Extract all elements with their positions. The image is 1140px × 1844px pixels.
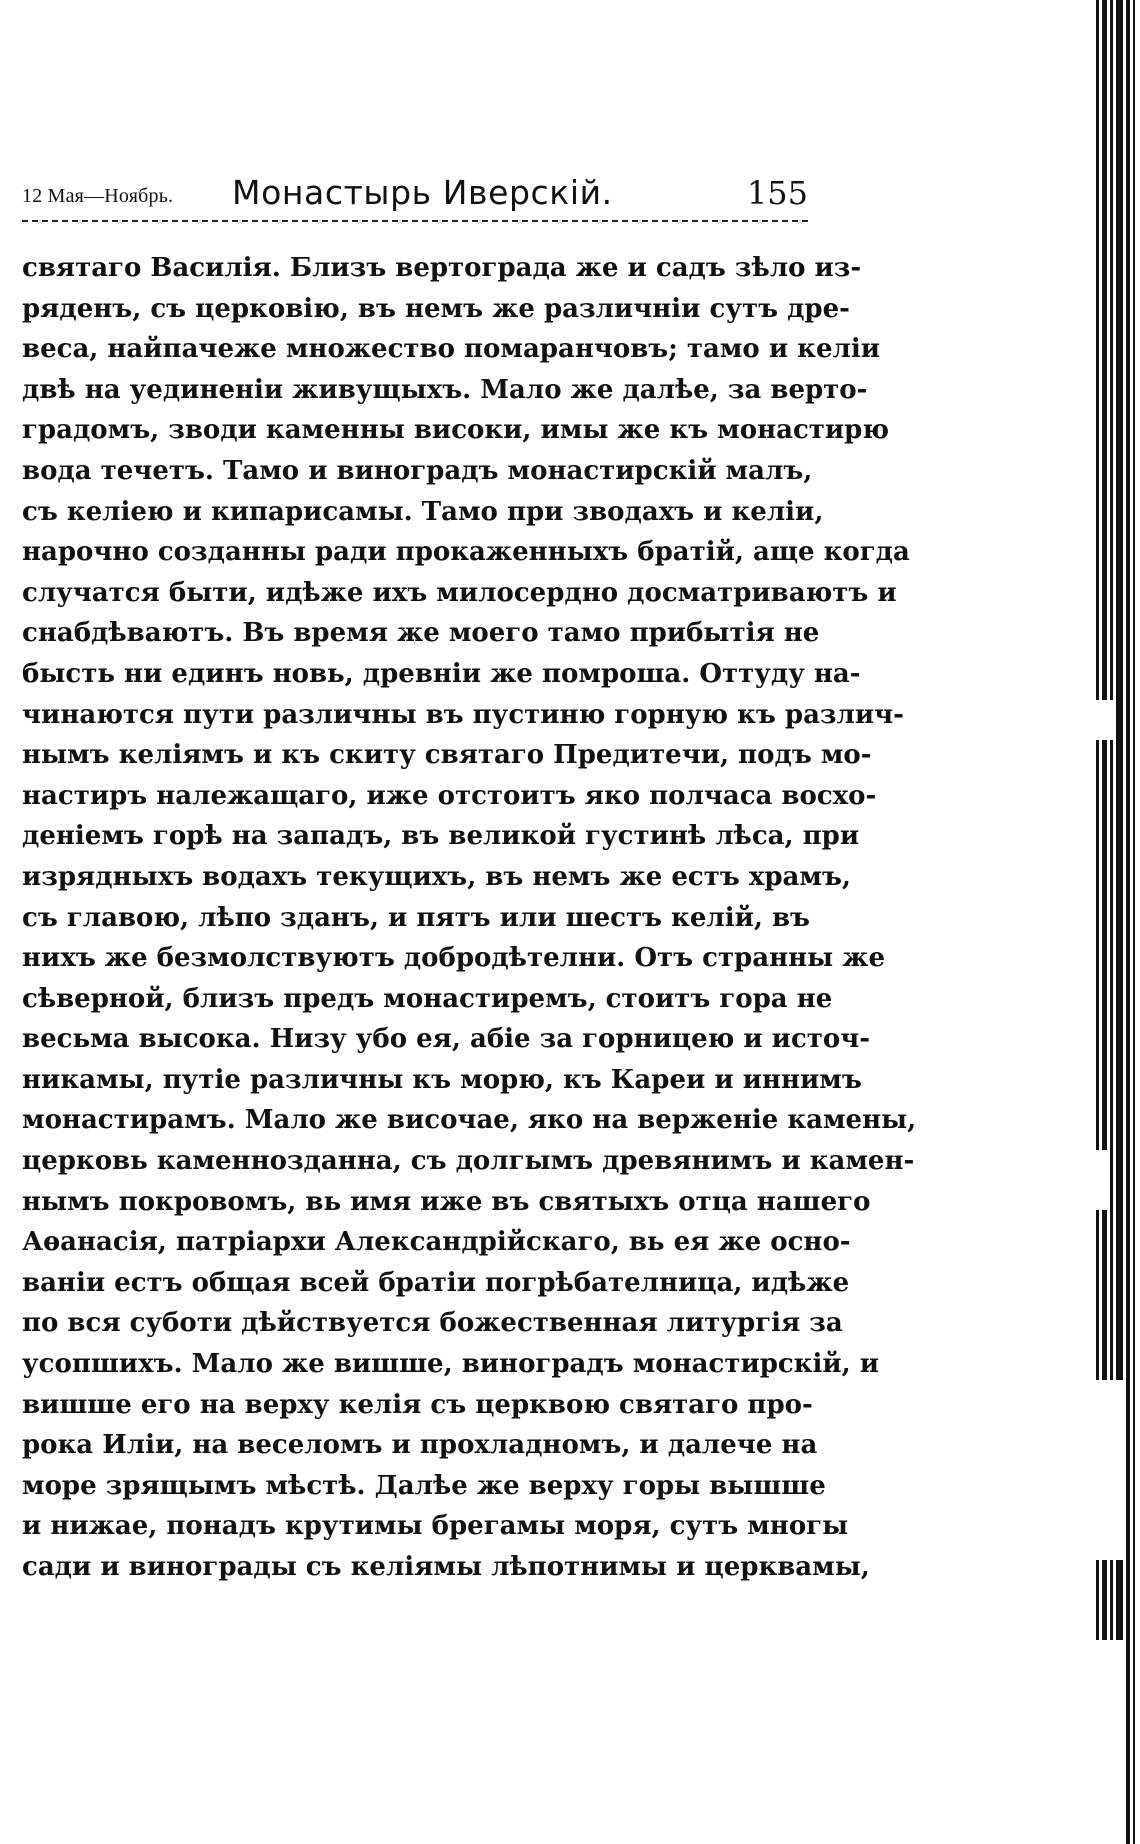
text-line: святаго Василія. Близъ вертограда же и садъ зѣло из- [22, 253, 862, 283]
text-line: съ келіею и кипарисамы. Тамо при зводахъ и келіи, [22, 496, 824, 527]
text-line: Аѳанасія, патріархи Александрійскаго, вь ея же осно- [22, 1227, 851, 1258]
text-line: веса, найпачеже множество помаранчовъ; тамо и келіи [22, 334, 880, 365]
page-number: 155 [746, 174, 808, 212]
text-line: сѣверной, близъ предъ монастиремъ, стоитъ гора не [22, 983, 833, 1014]
text-line: деніемъ горѣ на западъ, въ великой густинѣ лѣса, при [22, 821, 860, 852]
text-line: бысть ни единъ новь, древніи же помроша. Оттуду на- [22, 658, 861, 689]
text-line: изрядныхъ водахъ текущихъ, въ немъ же естъ храмъ, [22, 861, 851, 892]
text-line: градомъ, зводи каменны високи, имы же къ монастирю [22, 415, 890, 446]
text-line: усопшихъ. Мало же вишше, виноградъ монастирскій, и [22, 1349, 880, 1380]
text-line: сади и винограды съ келіямы лѣпотнимы и церквамы, [22, 1552, 870, 1582]
text-line: весьма высока. Низу убо ея, абіе за горницею и источ- [22, 1024, 871, 1055]
text-line: съ главою, лѣпо зданъ, и пятъ или шестъ келій, въ [22, 902, 810, 933]
text-line: нымъ покровомъ, вь имя иже въ святыхъ отца нашего [22, 1186, 871, 1217]
text-line: ряденъ, съ церковію, въ немъ же различніи сутъ дре- [22, 293, 850, 324]
running-head-title: Монастырь Иверскій. [232, 173, 613, 212]
text-line: монастирамъ. Мало же височае, яко на верженіе камены, [22, 1105, 917, 1136]
text-line: по вся суботи дѣйствуется божественная литургія за [22, 1308, 843, 1339]
running-head-date-range: 12 Мая—Ноябрь. [22, 185, 174, 207]
text-line: нихъ же безмолствуютъ добродѣтелни. Отъ странны же [22, 943, 886, 974]
text-line: настиръ належащаго, иже отстоитъ яко полчаса восхо- [22, 780, 877, 811]
text-line: вода течетъ. Тамо и виноградъ монастирскій малъ, [22, 455, 813, 486]
text-line: никамы, путіе различны къ морю, къ Кареи и иннимъ [22, 1064, 862, 1095]
text-line: случатся быти, идѣже ихъ милосердно досматриваютъ и [22, 577, 897, 608]
text-line: и нижае, понадъ крутимы брегамы моря, сутъ многы [22, 1511, 849, 1542]
text-line: двѣ на уединеніи живущыхъ. Мало же далѣе, за верто- [22, 374, 868, 405]
text-line: церковь каменнозданна, съ долгымъ древянимъ и камен- [22, 1146, 915, 1177]
text-line: вишше его на верху келія съ церквою святаго про- [22, 1389, 813, 1420]
text-line: ваніи естъ общая всей братіи погрѣбателница, идѣже [22, 1267, 850, 1298]
running-head [22, 168, 808, 220]
text-line: море зрящымъ мѣстѣ. Далѣе же верху горы вышше [22, 1470, 826, 1501]
text-line: нымъ келіямъ и къ скиту святаго Предитечи, подъ мо- [22, 740, 872, 771]
body-text [22, 248, 917, 1588]
text-line: чинаются пути различны въ пустиню горную къ различ- [22, 699, 904, 730]
text-line: нарочно созданны ради прокаженныхъ братій, аще когда [22, 537, 910, 568]
binding-edge-scan-artifact [1094, 0, 1140, 1844]
header-rule [22, 220, 808, 222]
text-line: рока Иліи, на веселомъ и прохладномъ, и далече на [22, 1430, 818, 1461]
text-line: снабдѣваютъ. Въ время же моего тамо прибытія не [22, 618, 820, 649]
